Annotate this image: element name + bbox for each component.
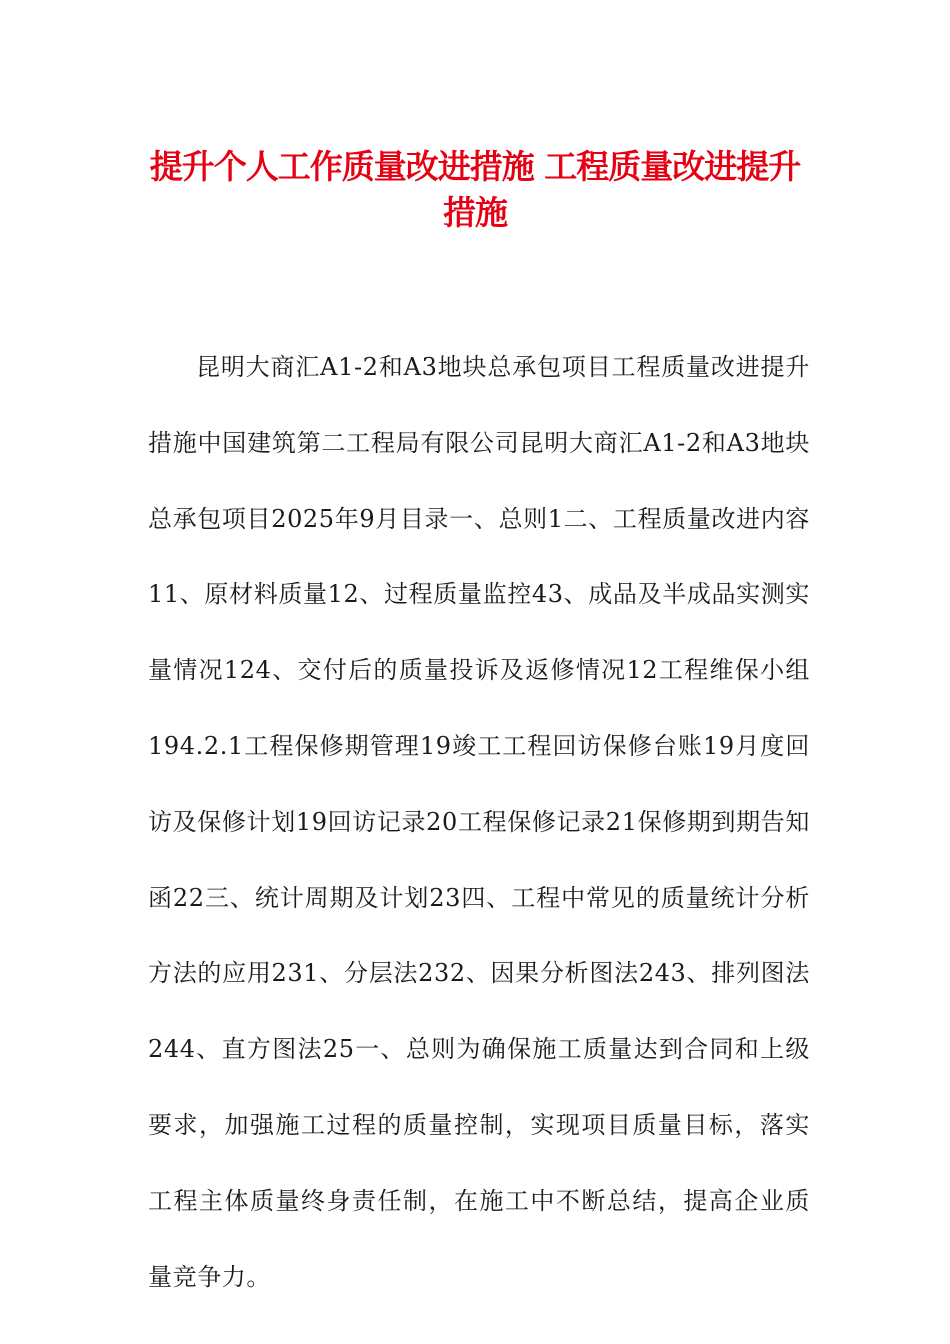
body-paragraph: 昆明大商汇A1-2和A3地块总承包项目工程质量改进提升措施中国建筑第二工程局有限公司昆明大商汇A1-2和A3地块总承包项目2025年9月目录一、总则1二、工程质量改进内容11、原材料质量12、过程质量监控43、成品及半成品实测实量情况124、交付后的质量投诉及返修情况12工程维保小组194.2.1工程保修期管理19竣工工程回访保修台账19月度回访及保修计划19回访记录20工程保修记录21保修期到期告知函22三、统计周期及计划23四、工程中常见的质量统计分析方法的应用231、分层法232、因果分析图法243、排列图法244、直方图法25一、总则为确保施工质量达到合同和上级要求，加强施工过程的质量控制，实现项目质量目标，落实工程主体质量终身责任制，在施工中不断总结，提高企业质量竞争力。 <box>148 353 810 1291</box>
document-title: 提升个人工作质量改进措施 工程质量改进提升措施 <box>149 147 801 232</box>
